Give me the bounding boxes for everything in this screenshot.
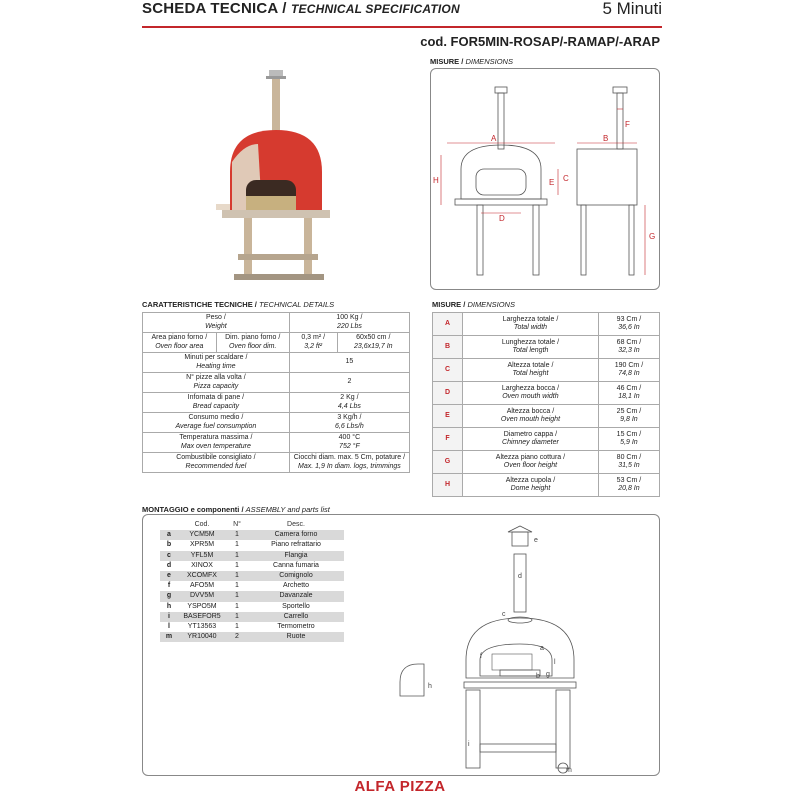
- dim-label-e: E: [549, 178, 555, 187]
- table-row: N° pizze alla volta / Pizza capacity 2: [143, 373, 410, 393]
- page-title: SCHEDA TECNICA / TECHNICAL SPECIFICATION: [142, 0, 460, 17]
- parts-table: [160, 520, 344, 642]
- section-misure: MISURE / DIMENSIONS: [432, 300, 515, 309]
- list-item: a YCM5M 1 Camera forno: [160, 530, 344, 540]
- table-row: Peso / Weight 100 Kg / 220 Lbs: [143, 313, 410, 333]
- part-label-b: b: [536, 673, 540, 680]
- model-name: 5 Minuti: [602, 0, 662, 18]
- list-item: c YFL5M 1 Flangia: [160, 551, 344, 561]
- part-label-d: d: [518, 573, 522, 580]
- part-label-e: e: [534, 537, 538, 544]
- list-item: f AFO5M 1 Archetto: [167, 582, 310, 590]
- oven-photo: [200, 62, 350, 287]
- part-label-a: a: [540, 645, 544, 652]
- list-item: b XPR5M 1 Piano refrattario: [166, 541, 321, 549]
- table-row: G Altezza piano cottura / Oven floor height 80 Cm / 31,5 In: [433, 451, 660, 474]
- dim-label-a: A: [491, 134, 497, 143]
- table-row: A Larghezza totale / Total width 93 Cm / 36,6 In: [433, 313, 660, 336]
- table-row: Temperatura massima / Max oven temperature 400 °C 752 °F: [143, 433, 410, 453]
- list-item: d XINOX 1 Canna fumaria: [166, 561, 319, 569]
- table-row: D Larghezza bocca / Oven mouth width 46 Cm / 18,1 In: [433, 382, 660, 405]
- dim-label-b: B: [603, 134, 609, 143]
- dimensions-table: [432, 312, 660, 497]
- part-label-f: f: [480, 653, 482, 660]
- list-item: m YR10040 2 Ruote: [160, 632, 344, 642]
- dim-label-c: C: [563, 174, 569, 183]
- list-item: i BASEFOR5 1 Carrello: [160, 612, 344, 622]
- list-item: g DVV5M 1 Davanzale: [160, 591, 344, 601]
- table-row: E Altezza bocca / Oven mouth height 25 Cm / 9,8 In: [433, 405, 660, 428]
- dimensions-drawing-box: [430, 68, 660, 290]
- tech-details-table: [142, 312, 410, 473]
- section-tech: CARATTERISTICHE TECNICHE / TECHNICAL DETAILS: [142, 300, 335, 309]
- table-row: F Diametro cappa / Chimney diameter 15 Cm / 5,9 In: [433, 428, 660, 451]
- part-label-i: i: [468, 741, 470, 748]
- part-label-h: h: [428, 683, 432, 690]
- table-row: B Lunghezza totale / Total length 68 Cm / 32,3 In: [433, 336, 660, 359]
- list-item: e XCOMFX 1 Comignolo: [160, 571, 344, 581]
- page-header: [142, 0, 662, 28]
- dimensions-drawing: [431, 69, 659, 289]
- part-label-g: g: [546, 671, 550, 678]
- dim-label-f: F: [625, 120, 630, 129]
- dim-label-g: G: [649, 232, 656, 241]
- assembly-drawing: [380, 520, 640, 775]
- list-item: h YSPO5M 1 Sportello: [166, 602, 310, 610]
- dim-label-h: H: [433, 176, 439, 185]
- section-assembly: MONTAGGIO e componenti / ASSEMBLY and parts list: [142, 505, 330, 514]
- table-row: H Altezza cupola / Dome height 53 Cm / 20,8 In: [433, 474, 660, 497]
- parts-header: Cod. N° Desc.: [194, 521, 305, 529]
- part-label-c: c: [502, 611, 506, 618]
- part-label-m: m: [566, 767, 572, 774]
- table-row: Combustibile consigliato / Recommended fuel Ciocchi diam. max. 5 Cm, potature / Max. 1,9 In diam. logs, trimmings: [143, 453, 410, 473]
- table-row: C Altezza totale / Total height 190 Cm / 74,8 In: [433, 359, 660, 382]
- product-code: cod. FOR5MIN-ROSAP/-RAMAP/-ARAP: [420, 34, 660, 49]
- table-row: Minuti per scaldare / Heating time 15: [143, 353, 410, 373]
- part-label-l: l: [554, 659, 556, 666]
- table-row: Infornata di pane / Bread capacity 2 Kg / 4,4 Lbs: [143, 393, 410, 413]
- section-misure-top: MISURE / DIMENSIONS: [430, 57, 513, 66]
- table-row: Area piano forno / Oven floor area Dim. piano forno / Oven floor dim. 0,3 m² / 3,2 ft² 60x50 cm / 23,6x19,7 In: [143, 333, 410, 353]
- list-item: l YT13563 1 Termometro: [168, 622, 315, 630]
- dim-label-d: D: [499, 214, 505, 223]
- brand-footer: ALFA PIZZA: [354, 778, 446, 795]
- table-row: Consumo medio / Average fuel consumption 3 Kg/h / 6,6 Lbs/h: [143, 413, 410, 433]
